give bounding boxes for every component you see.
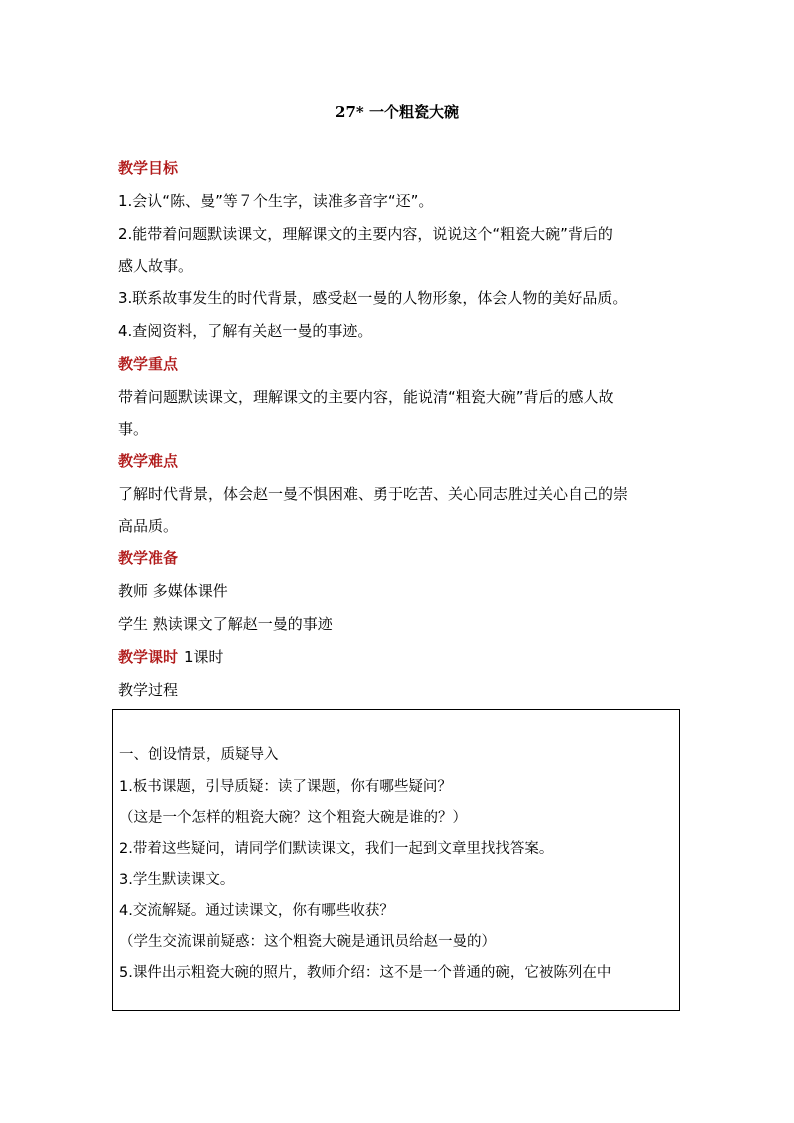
teaching-process-box bbox=[112, 709, 680, 1011]
objective-item-continuation: 感人故事。 bbox=[118, 257, 194, 275]
hours-value: 1课时 bbox=[184, 648, 224, 666]
teaching-process-content bbox=[119, 740, 679, 989]
document-title: 27* 一个粗瓷大碗 bbox=[335, 103, 459, 121]
hours-heading: 教学课时 bbox=[118, 648, 179, 666]
key-points-text-continuation: 事。 bbox=[118, 420, 149, 438]
process-line: 4.交流解疑。通过读课文，你有哪些收获？ bbox=[119, 903, 394, 919]
preparation-teacher: 教师 多媒体课件 bbox=[118, 582, 228, 600]
objective-item: 1.会认“陈、曼”等７个生字，读准多音字“还”。 bbox=[118, 192, 434, 210]
process-line: （学生交流课前疑惑：这个粗瓷大碗是通讯员给赵一曼的） bbox=[119, 934, 496, 950]
objectives-heading: 教学目标 bbox=[118, 159, 179, 177]
key-points-text: 带着问题默读课文，理解课文的主要内容，能说清“粗瓷大碗”背后的感人故 bbox=[118, 388, 614, 406]
difficulties-heading: 教学难点 bbox=[118, 452, 179, 470]
key-points-heading: 教学重点 bbox=[118, 355, 179, 373]
process-line: （这是一个怎样的粗瓷大碗？这个粗瓷大碗是谁的？） bbox=[119, 810, 467, 826]
preparation-student: 学生 熟读课文了解赵一曼的事迹 bbox=[118, 615, 333, 633]
process-step-heading: 一、创设情景，质疑导入 bbox=[119, 747, 279, 763]
process-line: 3.学生默读课文。 bbox=[119, 872, 235, 888]
difficulties-text: 了解时代背景，体会赵一曼不惧困难、勇于吃苦、关心同志胜过关心自己的崇 bbox=[118, 485, 629, 503]
objective-item: 3.联系故事发生的时代背景，感受赵一曼的人物形象，体会人物的美好品质。 bbox=[118, 289, 628, 307]
difficulties-text-continuation: 高品质。 bbox=[118, 517, 179, 535]
preparation-heading: 教学准备 bbox=[118, 549, 179, 567]
process-line: 1.板书课题，引导质疑：读了课题，你有哪些疑问？ bbox=[119, 779, 452, 795]
process-line: 5.课件出示粗瓷大碗的照片，教师介绍：这不是一个普通的碗，它被陈列在中 bbox=[119, 965, 612, 981]
hours-row bbox=[118, 641, 678, 674]
process-line: 2.带着这些疑问，请同学们默读课文，我们一起到文章里找找答案。 bbox=[119, 841, 554, 857]
process-label: 教学过程 bbox=[118, 681, 179, 699]
objective-item: 4.查阅资料，了解有关赵一曼的事迹。 bbox=[118, 322, 373, 340]
objective-item: 2.能带着问题默读课文，理解课文的主要内容，说说这个“粗瓷大碗”背后的 bbox=[118, 225, 613, 243]
lesson-plan-body bbox=[118, 152, 678, 707]
